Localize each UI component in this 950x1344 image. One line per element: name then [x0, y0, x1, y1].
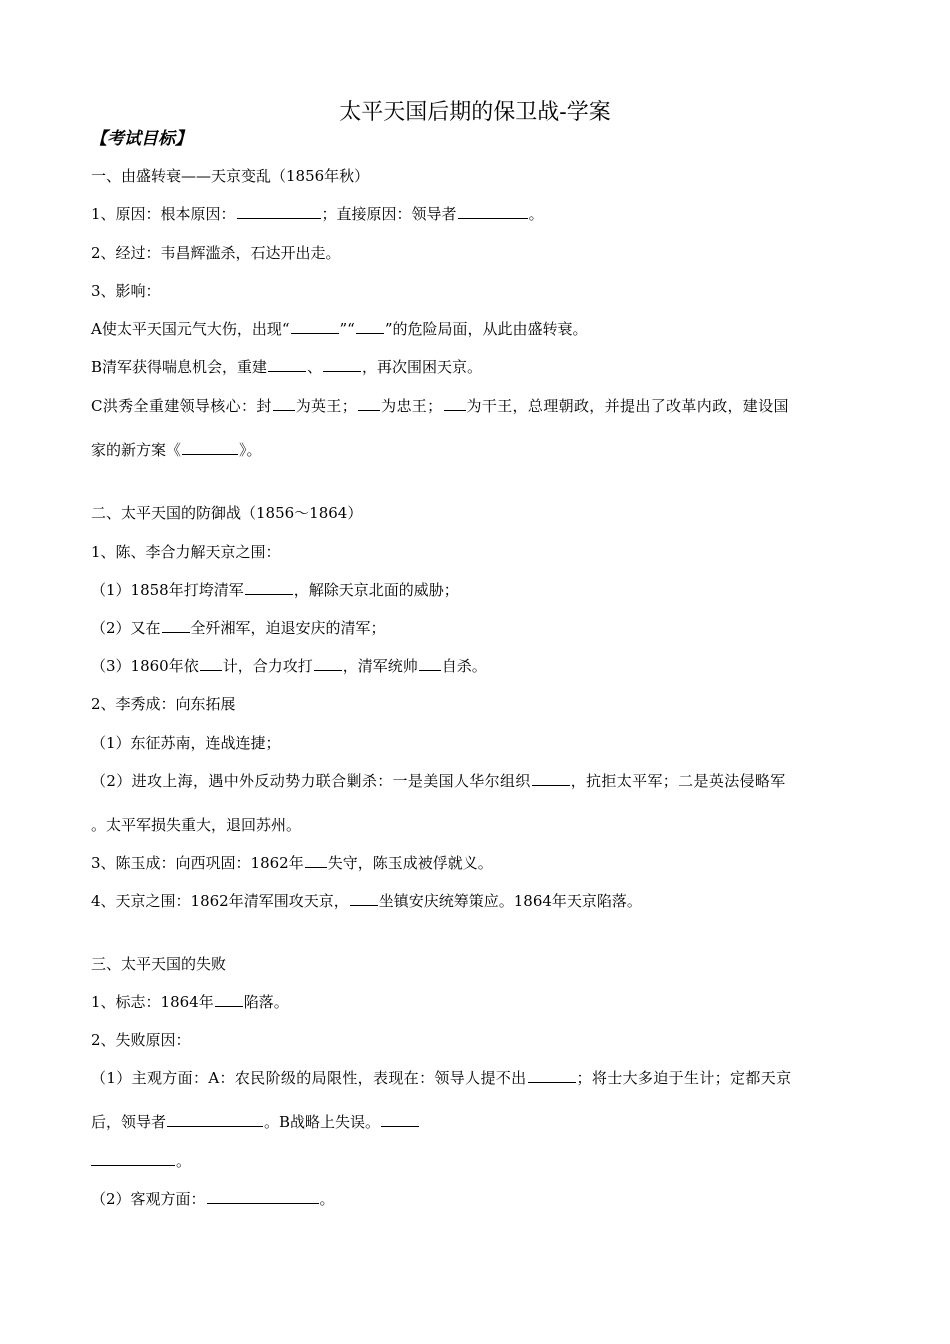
page-title: 太平天国后期的保卫战-学案	[339, 100, 611, 125]
s3-item1: 1、标志：1864年 陷落。	[91, 993, 289, 1011]
answer-blank[interactable]	[458, 203, 528, 219]
answer-blank[interactable]	[268, 356, 306, 372]
answer-blank[interactable]	[314, 655, 342, 671]
s3-subjective-cont2: 。	[91, 1150, 191, 1172]
answer-blank[interactable]	[381, 1111, 419, 1127]
s2-item1-2: （2）又在 全歼湘军，迫退安庆的清军；	[91, 619, 386, 637]
s2-item2-2-cont: 。太平军损失重大，退回苏州。	[91, 816, 302, 834]
section3-heading: 三、太平天国的失败	[91, 955, 227, 973]
answer-blank[interactable]	[91, 1150, 175, 1166]
answer-blank[interactable]	[528, 1067, 576, 1083]
answer-blank[interactable]	[162, 617, 190, 633]
answer-blank[interactable]	[358, 395, 380, 411]
answer-blank[interactable]	[350, 890, 378, 906]
answer-blank[interactable]	[237, 203, 321, 219]
s2-item2-2: （2）进攻上海，遇中外反动势力联合剿杀：一是美国人华尔组织 ，抗拒太平军；二是英法侵略军	[91, 772, 786, 790]
answer-blank[interactable]	[207, 1188, 319, 1204]
s2-item1-3: （3）1860年依 计，合力攻打 ，清军统帅 自杀。	[91, 657, 487, 675]
exam-target-heading: 【考试目标】	[90, 129, 192, 149]
answer-blank[interactable]	[291, 318, 339, 334]
answer-blank[interactable]	[273, 395, 295, 411]
answer-blank[interactable]	[245, 579, 293, 595]
answer-blank[interactable]	[182, 439, 238, 455]
s1-impact-b: B清军获得喘息机会，重建 、 ，再次围困天京。	[91, 358, 483, 376]
s1-impact-a: A使太平天国元气大伤，出现“ ”“ ”的危险局面，从此由盛转衰。	[91, 320, 588, 338]
answer-blank[interactable]	[323, 356, 361, 372]
s2-item3: 3、陈玉成：向西巩固：1862年 失守，陈玉成被俘就义。	[91, 854, 493, 872]
s1-impact-c-cont: 家的新方案《 》。	[91, 441, 262, 459]
answer-blank[interactable]	[419, 655, 441, 671]
s3-subjective-cont: 后，领导者 。B战略上失误。	[91, 1111, 420, 1133]
answer-blank[interactable]	[215, 991, 243, 1007]
answer-blank[interactable]	[356, 318, 384, 334]
s2-item4: 4、天京之围：1862年清军围攻天京， 坐镇安庆统筹策应。1864年天京陷落。	[91, 892, 642, 910]
s2-item1-1: （1）1858年打垮清军 ，解除天京北面的威胁；	[91, 581, 459, 599]
s1-process-line: 2、经过：韦昌辉滥杀，石达开出走。	[91, 244, 341, 262]
s1-impact-label: 3、影响：	[91, 282, 161, 300]
s1-cause-line: 1、原因：根本原因： ；直接原因：领导者 。	[91, 205, 544, 223]
answer-blank[interactable]	[444, 395, 466, 411]
answer-blank[interactable]	[305, 852, 327, 868]
answer-blank[interactable]	[167, 1111, 263, 1127]
s1-impact-c: C洪秀全重建领导核心：封 为英王； 为忠王； 为干王，总理朝政，并提出了改革内政，建设国	[91, 397, 789, 415]
s3-objective: （2）客观方面： 。	[91, 1190, 335, 1208]
s3-item2: 2、失败原因：	[91, 1031, 191, 1049]
s3-subjective: （1）主观方面：A：农民阶级的局限性，表现在：领导人提不出 ；将士大多迫于生计；定都天京	[91, 1069, 792, 1087]
s2-item2: 2、李秀成：向东拓展	[91, 695, 236, 713]
answer-blank[interactable]	[200, 655, 222, 671]
s2-item1: 1、陈、李合力解天京之围：	[91, 543, 281, 561]
section1-heading: 一、由盛转衰——天京变乱（1856年秋）	[91, 167, 370, 185]
section2-heading: 二、太平天国的防御战（1856～1864）	[91, 504, 363, 522]
answer-blank[interactable]	[532, 770, 570, 786]
s2-item2-1: （1）东征苏南，连战连捷；	[91, 734, 281, 752]
